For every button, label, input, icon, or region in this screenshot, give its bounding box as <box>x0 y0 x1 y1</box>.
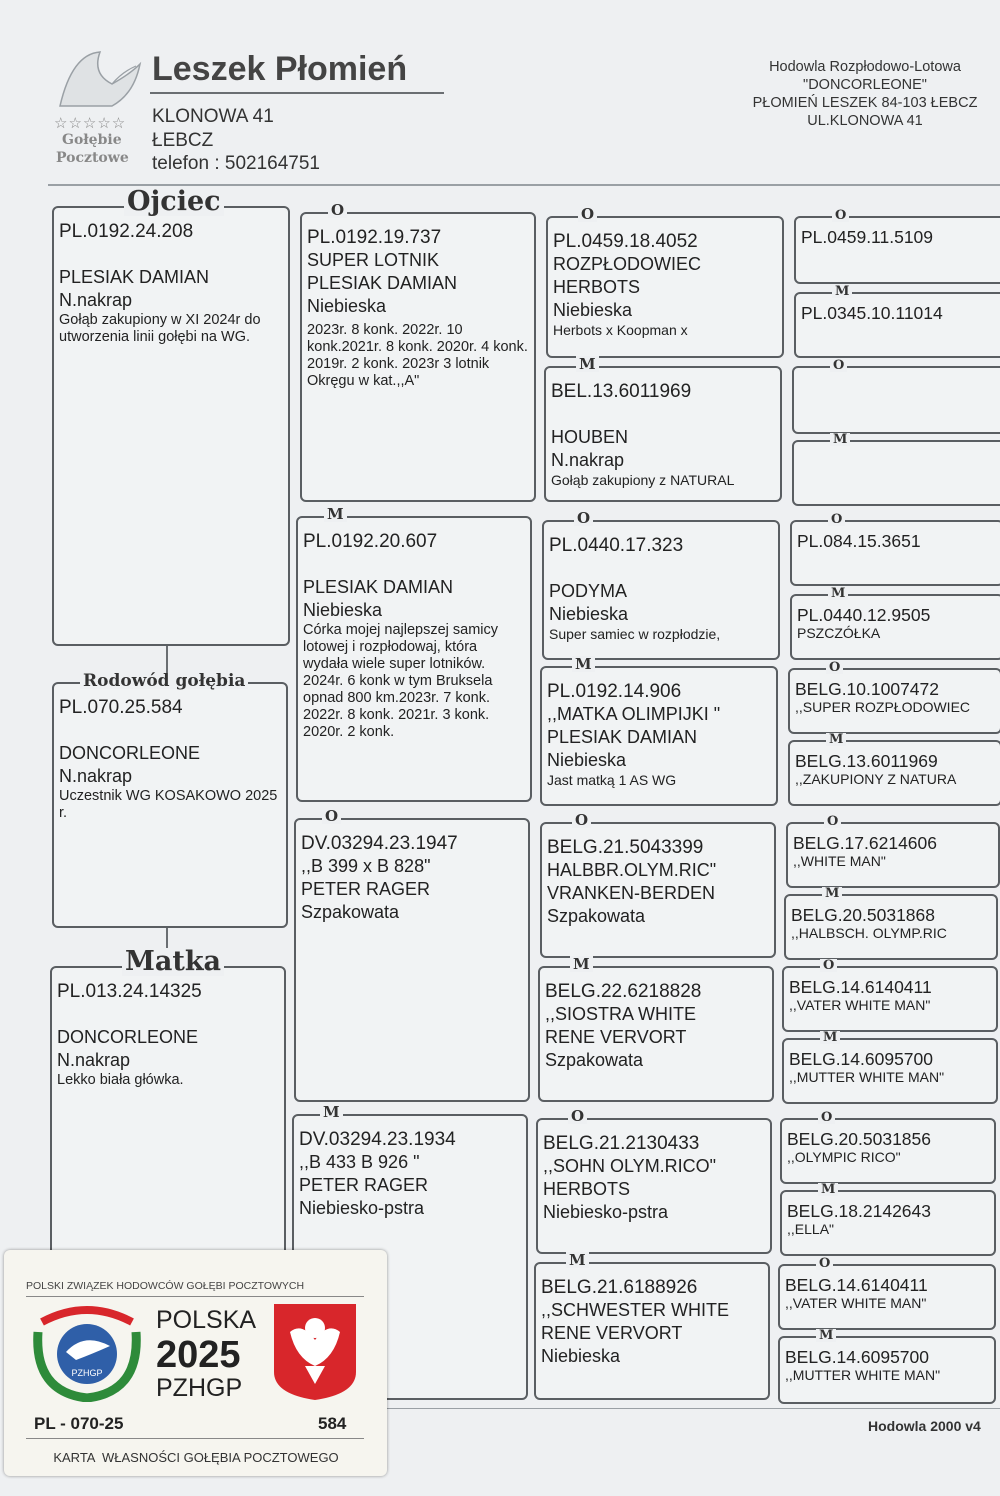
ownership-card <box>4 1250 387 1476</box>
notes: Herbots x Koopman x <box>553 322 688 338</box>
ring-number: BELG.17.6214606 <box>793 833 938 853</box>
detail-line: ,,B 399 x B 828" <box>301 856 431 876</box>
subject-box <box>52 671 288 928</box>
detail-line: DONCORLEONE <box>57 1027 199 1047</box>
ancestor-note: ,,ZAKUPIONY Z NATURA <box>795 771 957 787</box>
box-label: M <box>566 1252 589 1268</box>
box-label: O <box>828 513 845 526</box>
detail-line: N.nakrap <box>59 290 133 310</box>
ancestor-box <box>788 732 1000 806</box>
box-label: Matka <box>122 948 224 976</box>
box-label: M <box>572 656 595 672</box>
box-label: O <box>816 1257 833 1270</box>
box-label: M <box>816 1329 836 1342</box>
box-label: O <box>574 510 593 526</box>
detail-line: Niebieska <box>547 750 627 770</box>
box-label: M <box>822 887 842 900</box>
ring-number: BELG.14.6095700 <box>785 1347 930 1367</box>
breeder-name: Leszek Płomień <box>152 50 408 88</box>
ring-number: BELG.13.6011969 <box>795 751 938 771</box>
detail-line <box>551 403 776 426</box>
ring-number: PL.0192.20.607 <box>303 531 438 552</box>
detail-line: Niebieska <box>553 300 633 320</box>
detail-line: HERBOTS <box>543 1179 631 1199</box>
ancestor-note: ,,SUPER ROZPŁODOWIEC <box>795 699 971 715</box>
great-grandparent-box <box>534 1251 770 1400</box>
detail-line: PLESIAK DAMIAN <box>547 727 698 747</box>
card-ring: PL - 070-25 <box>34 1414 124 1433</box>
ancestor-note: ,,HALBSCH. OLYMP.RIC <box>791 925 947 941</box>
header-right-line: "DONCORLEONE" <box>803 77 927 93</box>
great-grandparent-box <box>536 1107 772 1254</box>
card-rule <box>26 1296 364 1297</box>
header-right-line: PŁOMIEŃ LESZEK 84-103 ŁEBCZ <box>752 95 978 111</box>
ring-number: BELG.22.6218828 <box>545 981 702 1002</box>
father-box <box>52 186 290 646</box>
ring-number: PL.0192.19.737 <box>307 227 442 248</box>
breeder-phone: telefon : 502164751 <box>152 153 320 174</box>
ancestor-box <box>790 512 1000 586</box>
logo-stars: ☆☆☆☆☆ <box>54 115 127 132</box>
pzhgp-logo-text: PZHGP <box>71 1368 103 1378</box>
box-label: M <box>818 1183 838 1196</box>
box-label: O <box>826 661 843 674</box>
ancestor-box <box>792 432 1000 506</box>
detail-line: PLESIAK DAMIAN <box>59 267 210 287</box>
ancestor-box <box>780 1110 996 1184</box>
ring-number: BEL.13.6011969 <box>551 381 692 402</box>
ancestor-note: PSZCZÓŁKA <box>797 625 881 641</box>
ancestor-note: ,,MUTTER WHITE MAN" <box>789 1069 945 1085</box>
ring-number: PL.0440.12.9505 <box>797 605 931 625</box>
detail-line: HALBBR.OLYM.RIC" <box>547 860 717 880</box>
detail-line: Szpakowata <box>545 1050 644 1070</box>
detail-line: ,,SIOSTRA WHITE <box>545 1004 697 1024</box>
ancestor-note: ,,MUTTER WHITE MAN" <box>785 1367 941 1383</box>
polish-eagle-icon <box>272 1302 358 1402</box>
ancestor-box <box>792 358 1000 434</box>
ring-number: PL.0459.11.5109 <box>801 227 934 247</box>
box-label: O <box>568 1108 587 1124</box>
ancestor-note: ,,VATER WHITE MAN" <box>789 997 931 1013</box>
notes: Gołąb zakupiony w XI 2024r do utworzenia linii gołębi na WG. <box>59 312 261 345</box>
header-right-line: UL.KLONOWA 41 <box>807 113 923 129</box>
box-label: M <box>832 285 852 298</box>
card-rule <box>26 1438 364 1439</box>
grandparent-box <box>300 201 536 502</box>
detail-line: HOUBEN <box>551 427 629 447</box>
grandparent-box <box>294 807 530 1102</box>
detail-line: PLESIAK DAMIAN <box>303 577 454 597</box>
detail-line <box>303 553 526 576</box>
ring-number: PL.0192.14.906 <box>547 681 682 702</box>
box-label: Rodowód gołębia <box>80 673 248 689</box>
ancestor-box <box>786 814 1000 888</box>
card-org: POLSKI ZWIĄZEK HODOWCÓW GOŁĘBI POCZTOWYCH <box>26 1280 305 1292</box>
great-grandparent-box <box>540 655 778 806</box>
notes: Córka mojej najlepszej samicy lotowej i rozpłodowaj, która wydała wiele super lotników. 2024r. 6 konk w tym Bruksela opnad 800 km.2023r. 7 konk. 2022r. 8 konk. 2021r. 3 konk. 2020r. 2 konk. <box>303 622 499 740</box>
logo-text-2: Pocztowe <box>56 150 129 166</box>
detail-line: PETER RAGER <box>301 879 431 899</box>
ring-number: PL.0345.10.11014 <box>801 303 943 323</box>
box-label: O <box>578 206 597 222</box>
ancestor-box <box>778 1256 996 1330</box>
notes: Gołąb zakupiony z NATURAL <box>551 472 735 488</box>
detail-line: SUPER LOTNIK <box>307 250 440 270</box>
ring-number: DV.03294.23.1947 <box>301 833 458 854</box>
detail-line: RENE VERVORT <box>545 1027 687 1047</box>
detail-line: ROZPŁODOWIEC <box>553 254 702 274</box>
ring-number: BELG.14.6140411 <box>785 1275 928 1295</box>
box-label: M <box>324 506 347 522</box>
notes: Lekko biała główka. <box>57 1072 184 1088</box>
header-right <box>720 58 1000 130</box>
box-label: O <box>328 202 347 218</box>
ring-number: DV.03294.23.1934 <box>299 1129 456 1150</box>
detail-line: VRANKEN-BERDEN <box>547 883 716 903</box>
detail-line: ,,B 433 B 926 " <box>299 1152 420 1172</box>
detail-line: Niebiesko-pstra <box>543 1202 669 1222</box>
box-label: O <box>820 959 837 972</box>
name-underline <box>150 92 444 94</box>
box-label: M <box>320 1104 343 1120</box>
detail-line: PETER RAGER <box>299 1175 429 1195</box>
ancestor-note: ,,OLYMPIC RICO" <box>787 1149 901 1165</box>
detail-line <box>59 719 282 742</box>
pigeon-logo-icon <box>52 44 147 119</box>
ring-number: BELG.21.2130433 <box>543 1133 700 1154</box>
detail-line: ,,SCHWESTER WHITE <box>541 1300 729 1320</box>
ring-number: BELG.14.6140411 <box>789 977 932 997</box>
detail-line: DONCORLEONE <box>59 743 201 763</box>
box-label: M <box>570 956 593 972</box>
card-abbr: PZHGP <box>156 1374 243 1402</box>
ancestor-box <box>794 208 1000 284</box>
detail-line: Niebiesko-pstra <box>299 1198 425 1218</box>
breeder-street: KLONOWA 41 <box>152 106 274 127</box>
great-grandparent-box <box>546 205 784 358</box>
great-grandparent-box <box>542 509 780 660</box>
notes: Super samiec w rozpłodzie, <box>549 626 721 642</box>
ring-number: BELG.21.6188926 <box>541 1277 698 1298</box>
notes: Uczestnik WG KOSAKOWO 2025 r. <box>59 788 278 821</box>
detail-line: HERBOTS <box>553 277 641 297</box>
ring-number: PL.013.24.14325 <box>57 981 202 1002</box>
ancestor-box <box>778 1328 996 1404</box>
detail-line: N.nakrap <box>57 1050 131 1070</box>
box-label: M <box>830 433 850 446</box>
box-label: O <box>818 1111 835 1124</box>
ring-number: BELG.20.5031856 <box>787 1129 932 1149</box>
detail-line <box>59 243 284 266</box>
ring-number: PL.0192.24.208 <box>59 221 194 242</box>
ancestor-box <box>790 586 1000 660</box>
detail-line: Szpakowata <box>301 902 400 922</box>
footer-rule <box>386 1408 1000 1409</box>
detail-line: RENE VERVORT <box>541 1323 683 1343</box>
detail-line: PLESIAK DAMIAN <box>307 273 458 293</box>
detail-line: Niebieska <box>549 604 629 624</box>
pzhgp-logo-icon <box>32 1302 142 1402</box>
ancestor-box <box>780 1182 996 1256</box>
ring-number: BELG.20.5031868 <box>791 905 936 925</box>
detail-line: Niebieska <box>303 600 383 620</box>
header-right-line: Hodowla Rozpłodowo-Lotowa <box>769 59 961 75</box>
ring-number: PL.0440.17.323 <box>549 535 684 556</box>
box-label: O <box>832 209 849 222</box>
card-number: 584 <box>318 1414 347 1433</box>
detail-line: Szpakowata <box>547 906 646 926</box>
great-grandparent-box <box>540 811 776 958</box>
ring-number: PL.070.25.584 <box>59 697 183 718</box>
detail-line: Niebieska <box>307 296 387 316</box>
detail-line: PODYMA <box>549 581 628 601</box>
ancestor-box <box>794 284 1000 358</box>
detail-line: N.nakrap <box>59 766 133 786</box>
box-label: O <box>830 359 847 372</box>
ancestor-note: ,,VATER WHITE MAN" <box>785 1295 927 1311</box>
logo-text-1: Gołębie <box>62 132 122 148</box>
box-label: M <box>576 356 599 372</box>
card-year: 2025 <box>156 1334 241 1376</box>
card-title: KARTA WŁASNOŚCI GOŁĘBIA POCZTOWEGO <box>53 1450 339 1465</box>
box-label: M <box>828 587 848 600</box>
card-country: POLSKA <box>156 1306 257 1334</box>
breeder-city: ŁEBCZ <box>152 130 214 151</box>
ring-number: PL.084.15.3651 <box>797 531 921 551</box>
box-label: M <box>820 1031 840 1044</box>
software-footer: Hodowla 2000 v4 <box>868 1418 981 1434</box>
box-label: Ojciec <box>124 188 224 216</box>
notes: 2023r. 8 konk. 2022r. 10 konk.2021r. 8 konk. 2020r. 4 konk. 2019r. 2 konk. 2023r 3 lotnik Okręgu w kat.,,A" <box>307 322 528 389</box>
ring-number: BELG.21.5043399 <box>547 837 704 858</box>
mother-box <box>50 946 286 1256</box>
box-label: O <box>824 815 841 828</box>
detail-line: ,,MATKA OLIMPIJKI " <box>547 704 721 724</box>
ring-number: BELG.10.1007472 <box>795 679 940 699</box>
ancestor-box <box>782 958 998 1032</box>
ancestor-note: ,,WHITE MAN" <box>793 853 886 869</box>
detail-line: Niebieska <box>541 1346 621 1366</box>
ancestor-note: ,,ELLA" <box>787 1221 834 1237</box>
ring-number: BELG.18.2142643 <box>787 1201 932 1221</box>
box-label: M <box>826 733 846 746</box>
detail-line <box>57 1003 280 1026</box>
box-label: O <box>572 812 591 828</box>
great-grandparent-box <box>538 955 774 1102</box>
detail-line <box>549 557 774 580</box>
notes: Jast matką 1 AS WG <box>547 772 677 788</box>
ancestor-box <box>784 886 998 960</box>
box-label: O <box>322 808 341 824</box>
great-grandparent-box <box>544 355 782 502</box>
ancestor-box <box>788 660 1000 734</box>
detail-line: ,,SOHN OLYM.RICO" <box>543 1156 717 1176</box>
grandparent-box <box>296 505 532 802</box>
pigeon-logo <box>52 44 147 172</box>
detail-line: N.nakrap <box>551 450 625 470</box>
ancestor-box <box>782 1030 998 1104</box>
ring-number: PL.0459.18.4052 <box>553 231 698 252</box>
ring-number: BELG.14.6095700 <box>789 1049 934 1069</box>
